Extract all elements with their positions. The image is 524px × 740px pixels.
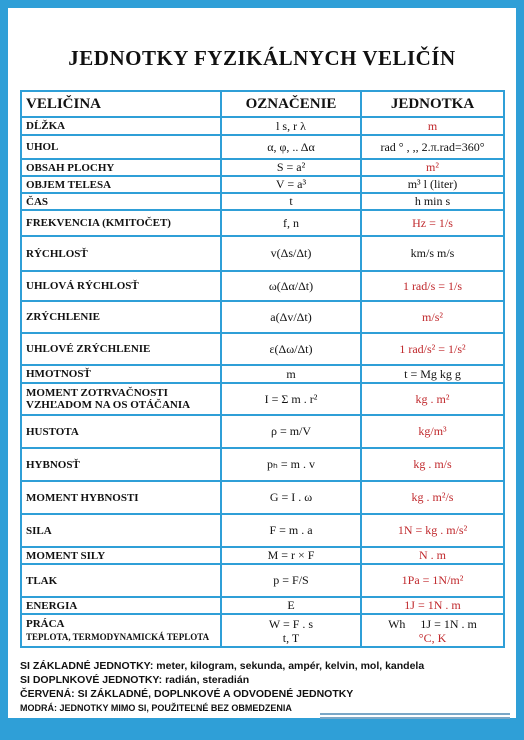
symbol-cell: F = m . a — [221, 514, 361, 547]
unit-cell: h min s — [361, 193, 504, 210]
table-row — [21, 614, 504, 647]
quantity-cell: UHOL — [21, 135, 221, 159]
table-row — [21, 365, 504, 383]
unit-cell: m³ l (liter) — [361, 176, 504, 193]
quantity-cell: ENERGIA — [21, 597, 221, 614]
quantity-cell: ZRÝCHLENIE — [21, 301, 221, 333]
unit-temperature: °C, K — [418, 630, 447, 645]
unit-cell: kg . m² — [361, 383, 504, 415]
unit-cell: km/s m/s — [361, 236, 504, 271]
table-row — [21, 135, 504, 159]
symbol-cell: ρ = m/V — [221, 415, 361, 448]
unit-cell: Hz = 1/s — [361, 210, 504, 236]
header-symbol: OZNAČENIE — [221, 91, 361, 117]
unit-cell: m/s² — [361, 301, 504, 333]
table-row — [21, 383, 504, 415]
symbol-cell: p = F/S — [221, 564, 361, 597]
quantity-cell: HYBNOSŤ — [21, 448, 221, 481]
table-row — [21, 564, 504, 597]
unit-cell: m² — [361, 159, 504, 176]
unit-cell: rad ° , ,, 2.π.rad=360° — [361, 135, 504, 159]
symbol-cell: G = I . ω — [221, 481, 361, 514]
table-row — [21, 448, 504, 481]
header-quantity: VELIČINA — [21, 91, 221, 117]
symbol-cell: f, n — [221, 210, 361, 236]
table-row — [21, 236, 504, 271]
unit-cell — [361, 614, 504, 647]
symbol-work: W = F . s — [268, 616, 314, 631]
quantity-work: PRÁCA — [26, 617, 65, 630]
table-row — [21, 333, 504, 365]
unit-cell: 1 rad/s = 1/s — [361, 271, 504, 301]
quantity-cell: DĹŽKA — [21, 117, 221, 135]
quantity-cell: OBSAH PLOCHY — [21, 159, 221, 176]
unit-work: Wh 1J = 1N . m — [388, 616, 477, 631]
table-row — [21, 301, 504, 333]
symbol-cell: α, φ, .. Δα — [221, 135, 361, 159]
quantity-cell: HUSTOTA — [21, 415, 221, 448]
page-title: JEDNOTKY FYZIKÁLNYCH VELIČÍN — [68, 46, 456, 70]
quantity-cell: MOMENT ZOTRVAČNOSTI VZHĽADOM NA OS OTÁČANIA — [21, 383, 221, 415]
table-row — [21, 597, 504, 614]
table-row — [21, 176, 504, 193]
table-row — [21, 547, 504, 564]
quantity-cell: FREKVENCIA (KMITOČET) — [21, 210, 221, 236]
symbol-cell — [221, 614, 361, 647]
symbol-temperature: t, T — [282, 630, 300, 645]
symbol-cell: ω(Δα/Δt) — [221, 271, 361, 301]
quantity-cell: ČAS — [21, 193, 221, 210]
unit-cell: N . m — [361, 547, 504, 564]
unit-cell: kg/m³ — [361, 415, 504, 448]
table-header-row — [21, 91, 504, 117]
symbol-cell: v(Δs/Δt) — [221, 236, 361, 271]
quantity-cell: UHLOVÁ RÝCHLOSŤ — [21, 271, 221, 301]
table-row — [21, 415, 504, 448]
note-blue-legend: MODRÁ: JEDNOTKY MIMO SI, POUŽITEĽNÉ BEZ OBMEDZENIA — [20, 703, 292, 713]
publisher-fine-print — [320, 713, 510, 723]
symbol-cell: m — [221, 365, 361, 383]
symbol-cell: t — [221, 193, 361, 210]
symbol-cell: l s, r λ — [221, 117, 361, 135]
unit-cell: 1Pa = 1N/m² — [361, 564, 504, 597]
note-red-legend: ČERVENÁ: SI ZÁKLADNÉ, DOPLNKOVÉ A ODVODENÉ JEDNOTKY — [20, 688, 354, 700]
quantity-temperature: TEPLOTA, TERMODYNAMICKÁ TEPLOTA — [26, 631, 210, 642]
unit-cell: t = Mg kg g — [361, 365, 504, 383]
symbol-cell: ε(Δω/Δt) — [221, 333, 361, 365]
header-unit: JEDNOTKA — [361, 91, 504, 117]
symbol-cell: V = a³ — [221, 176, 361, 193]
quantity-cell: OBJEM TELESA — [21, 176, 221, 193]
symbol-cell: pₕ = m . v — [221, 448, 361, 481]
quantity-cell: TLAK — [21, 564, 221, 597]
quantity-cell: MOMENT HYBNOSTI — [21, 481, 221, 514]
quantity-cell — [21, 614, 221, 647]
quantity-cell: UHLOVÉ ZRÝCHLENIE — [21, 333, 221, 365]
symbol-cell: a(Δv/Δt) — [221, 301, 361, 333]
table-row — [21, 514, 504, 547]
unit-cell: kg . m/s — [361, 448, 504, 481]
quantity-cell: RÝCHLOSŤ — [21, 236, 221, 271]
unit-cell: m — [361, 117, 504, 135]
unit-cell: kg . m²/s — [361, 481, 504, 514]
notes — [20, 659, 506, 715]
symbol-cell: M = r × F — [221, 547, 361, 564]
units-table — [20, 90, 505, 648]
note-si-base: SI ZÁKLADNÉ JEDNOTKY: meter, kilogram, sekunda, ampér, kelvin, mol, kandela — [20, 660, 425, 672]
note-si-supplementary: SI DOPLNKOVÉ JEDNOTKY: radián, steradián — [20, 674, 250, 686]
table-row — [21, 193, 504, 210]
quantity-cell: SILA — [21, 514, 221, 547]
symbol-cell: S = a² — [221, 159, 361, 176]
table-row — [21, 117, 504, 135]
unit-cell: 1 rad/s² = 1/s² — [361, 333, 504, 365]
table-row — [21, 210, 504, 236]
symbol-cell: I = Σ m . r² — [221, 383, 361, 415]
table-row — [21, 159, 504, 176]
symbol-cell: E — [221, 597, 361, 614]
unit-cell: 1J = 1N . m — [361, 597, 504, 614]
table-row — [21, 271, 504, 301]
quantity-cell: MOMENT SILY — [21, 547, 221, 564]
quantity-cell: HMOTNOSŤ — [21, 365, 221, 383]
unit-cell: 1N = kg . m/s² — [361, 514, 504, 547]
table-row — [21, 481, 504, 514]
